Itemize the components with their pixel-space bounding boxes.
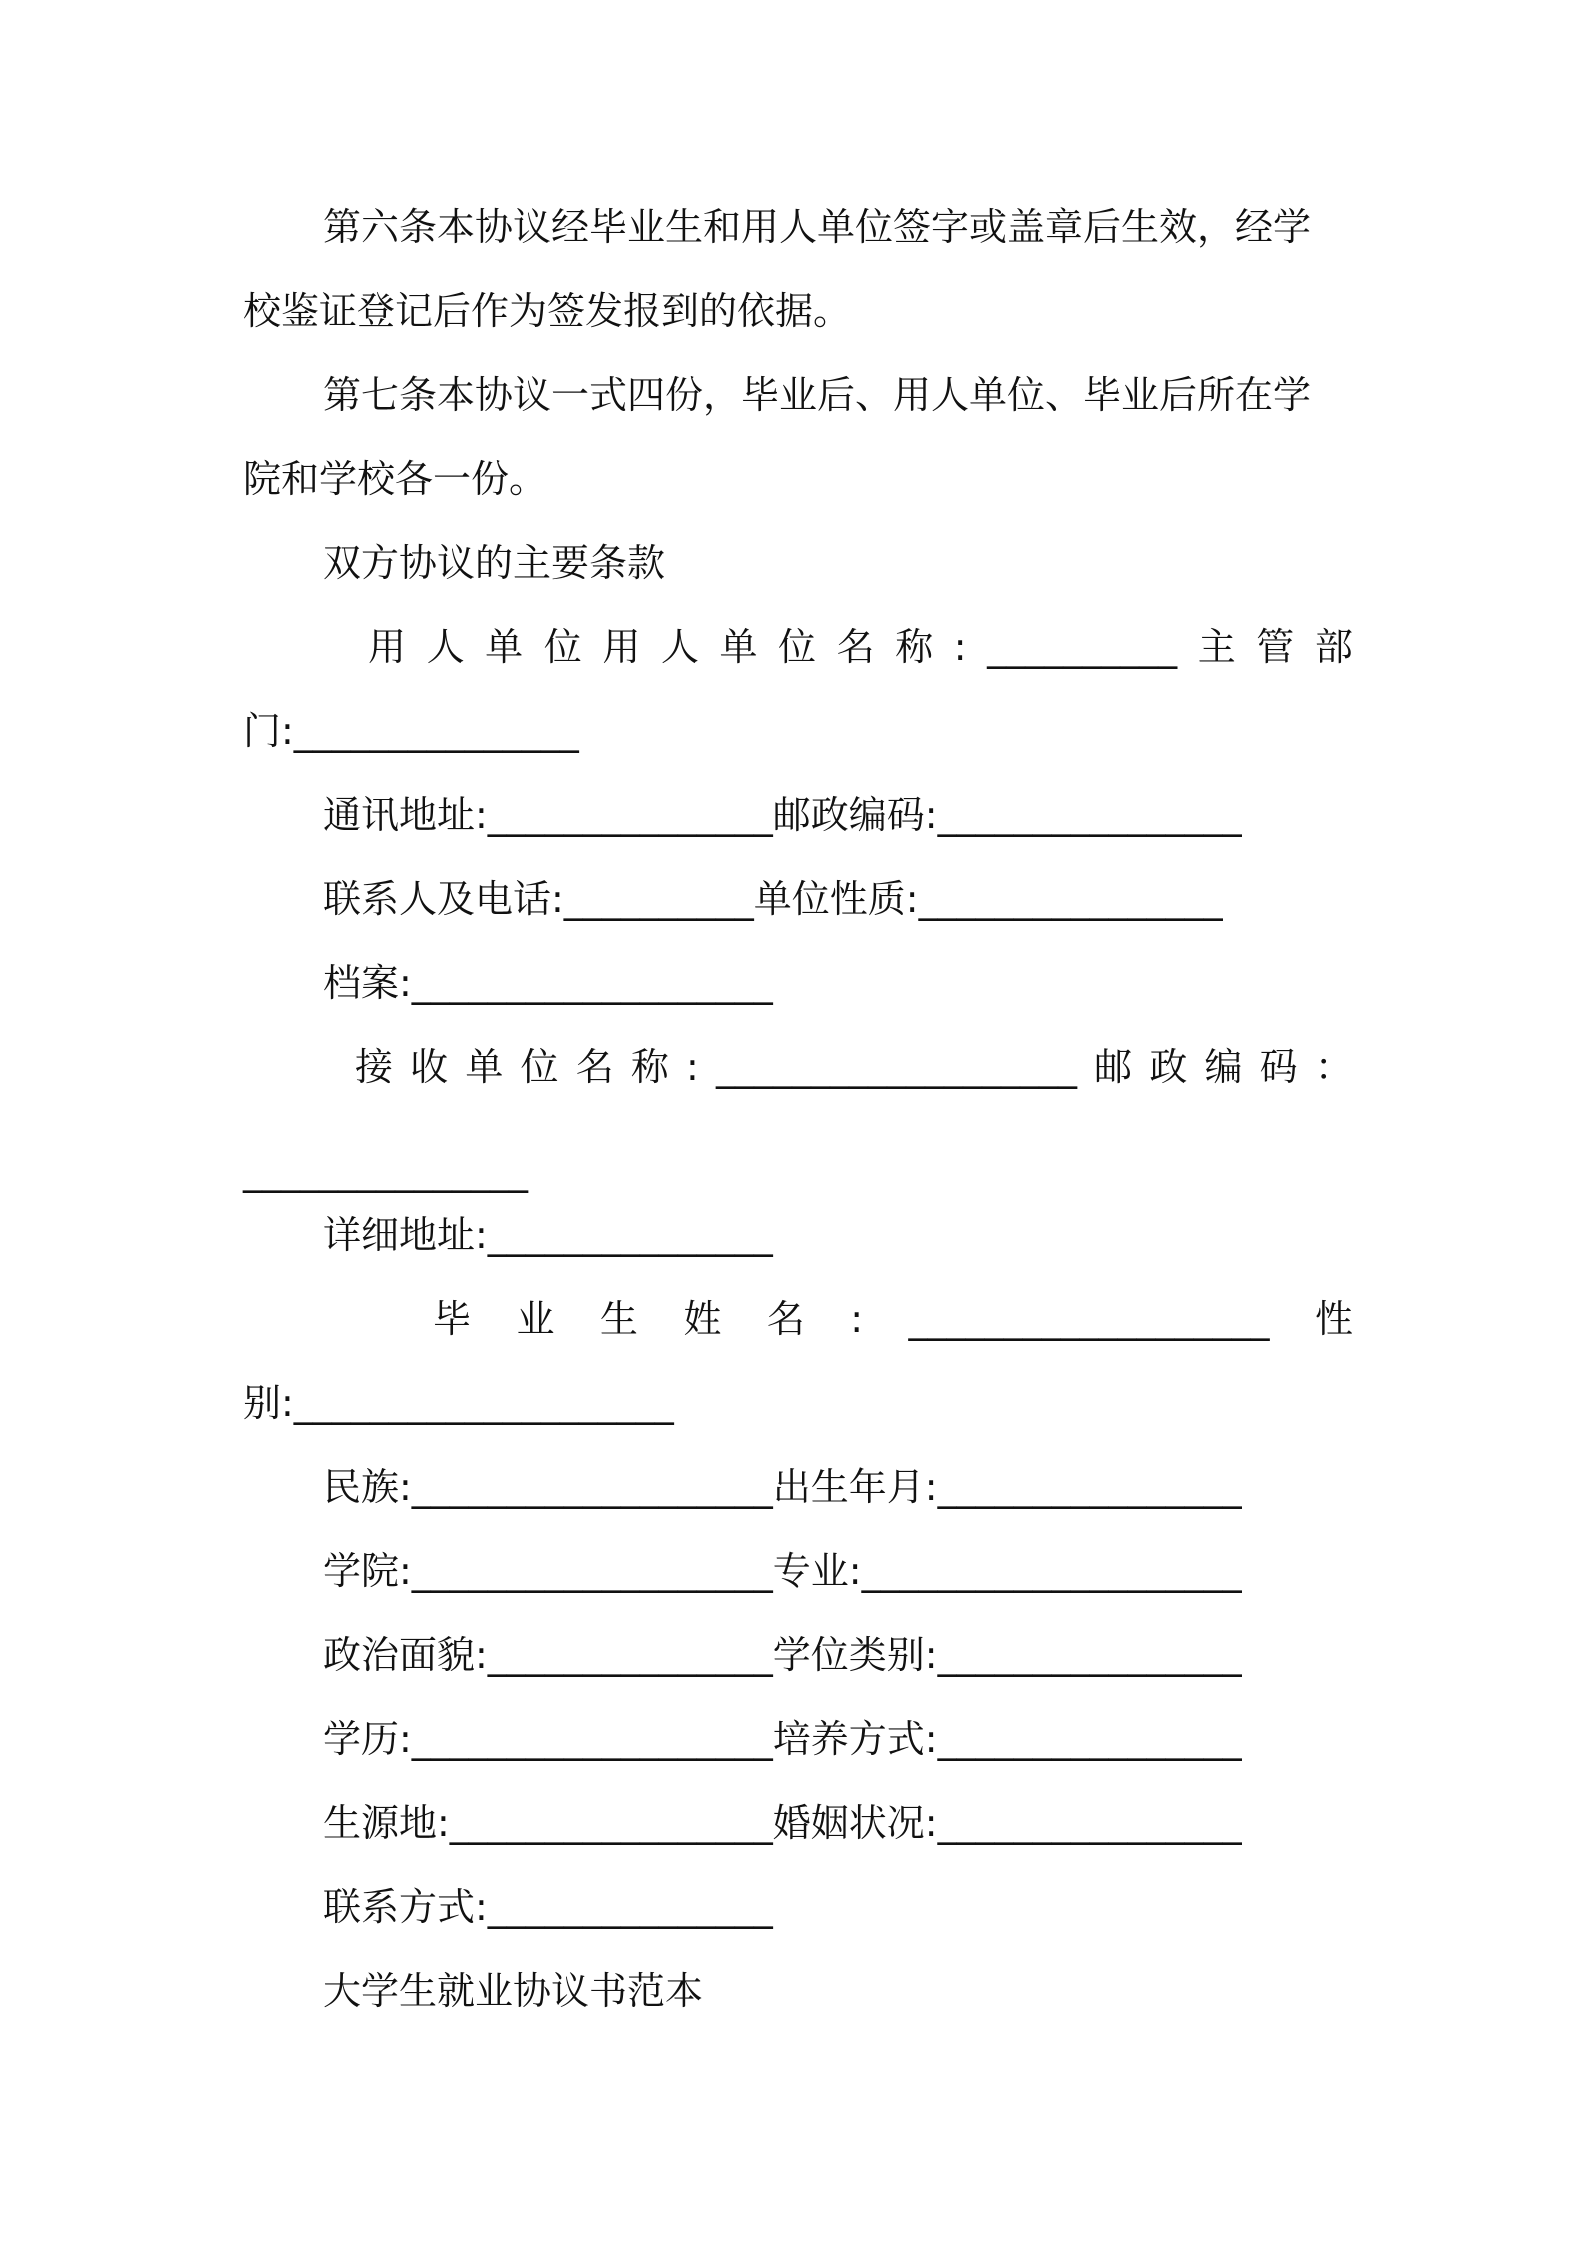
form-field-line: 通讯地址:_______________邮政编码:________________ (323, 793, 1242, 837)
form-field-line: 政治面貌:_______________学位类别:________________ (323, 1633, 1242, 1677)
form-field-line: 门:_______________ (243, 709, 579, 753)
form-field-line: 学历:___________________培养方式:________________ (323, 1717, 1242, 1761)
section-heading: 双方协议的主要条款 (323, 541, 666, 585)
form-field-line: 生源地:_________________婚姻状况:________________ (323, 1801, 1242, 1845)
paragraph-line: 院和学校各一份。 (243, 457, 548, 501)
form-field-line: 毕 业 生 姓 名 : ___________________ 性 (433, 1297, 1353, 1341)
paragraph-line: 校鉴证登记后作为签发报到的依据。 (243, 289, 852, 333)
form-field-line: 民族:___________________出生年月:________________ (323, 1465, 1242, 1509)
form-field-line: _______________ (243, 1149, 528, 1193)
form-field-line: 档案:___________________ (323, 961, 773, 1005)
form-field-line: 接 收 单 位 名 称 : ___________________ 邮 政 编 码 ： (355, 1045, 1353, 1089)
form-field-line: 详细地址:_______________ (323, 1213, 773, 1257)
form-field-line: 联系人及电话:__________单位性质:________________ (323, 877, 1223, 921)
document-title-line: 大学生就业协议书范本 (323, 1969, 704, 2013)
form-field-line: 联系方式:_______________ (323, 1885, 773, 1929)
paragraph-line: 第七条本协议一式四份，毕业后、用人单位、毕业后所在学 (323, 373, 1312, 417)
paragraph-line: 第六条本协议经毕业生和用人单位签字或盖章后生效，经学 (323, 205, 1312, 249)
form-field-line: 别:____________________ (243, 1381, 674, 1425)
form-field-line: 学院:___________________专业:____________________ (323, 1549, 1242, 1593)
form-field-line: 用 人 单 位 用 人 单 位 名 称 : __________ 主 管 部 (368, 625, 1353, 669)
